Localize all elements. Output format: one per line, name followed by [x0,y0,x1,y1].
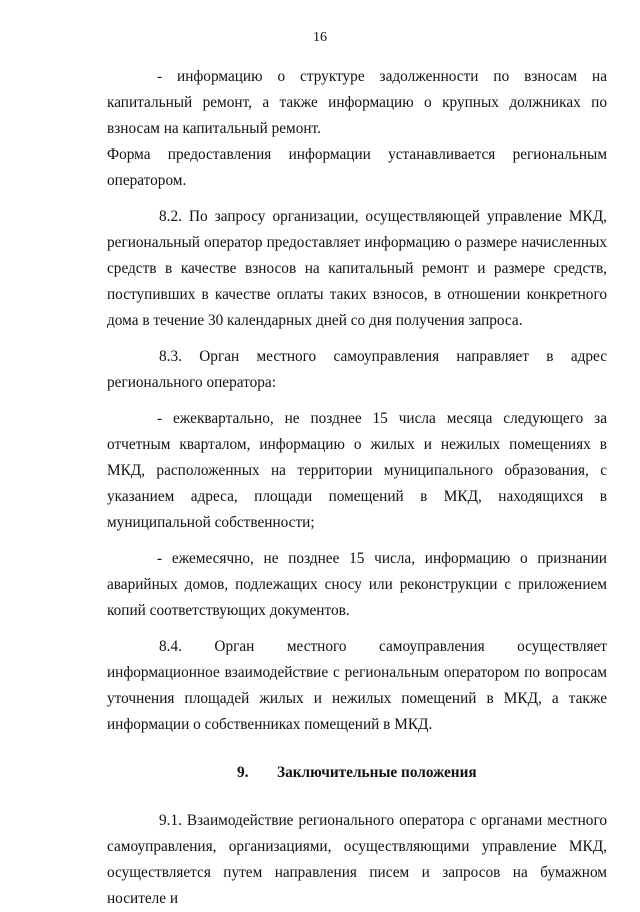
paragraph-monthly: - ежемесячно, не позднее 15 числа, информацию о признании аварийных домов, подлежащих сносу или реконструкции с приложением копий соответствующих документов. [107,550,607,619]
section-title: Заключительные положения [277,764,477,781]
page-number: 16 [313,30,327,45]
spacer [107,334,607,344]
paragraph-8-3: 8.3. Орган местного самоуправления направляет в адрес регионального оператора: [107,348,607,391]
paragraph-info-form: Форма предоставления информации устанавливается региональным оператором. [107,146,607,189]
paragraph-debt-structure: - информацию о структуре задолженности по взносам на капитальный ремонт, а также информацию о крупных должниках по взносам на капитальный ремонт. [107,68,607,137]
spacer [107,624,607,634]
spacer [107,194,607,204]
paragraph-8-2: 8.2. По запросу организации, осуществляющей управление МКД, региональный оператор предоставляет информацию о размере начисленных средств в качестве взносов на капитальный ремонт и размере средств, поступивших в качестве оплаты таких взносов, в отношении конкретного дома в течение 30 календарных дней со дня получения запроса. [107,208,607,329]
section-number: 9. [237,764,249,781]
paragraph-quarterly: - ежеквартально, не позднее 15 числа месяца следующего за отчетным кварталом, информацию о жилых и нежилых помещениях в МКД, расположенных на территории муниципального образования, с указанием адреса, площади помещений в МКД, находящихся в муниципальной собственности; [107,410,607,531]
paragraph-9-1: 9.1. Взаимодействие регионального оператора с органами местного самоуправления, организациями, осуществляющими управление МКД, осуществляется путем направления писем и запросов на бумажном носителе и [107,812,607,907]
paragraph-8-4: 8.4. Орган местного самоуправления осуществляет информационное взаимодействие с региональным оператором по вопросам уточнения площадей жилых и нежилых помещений в МКД, а также информации о собственниках помещений в МКД. [107,638,607,733]
spacer [107,536,607,546]
section-heading [107,760,607,786]
document-body [107,64,607,912]
spacer [107,396,607,406]
